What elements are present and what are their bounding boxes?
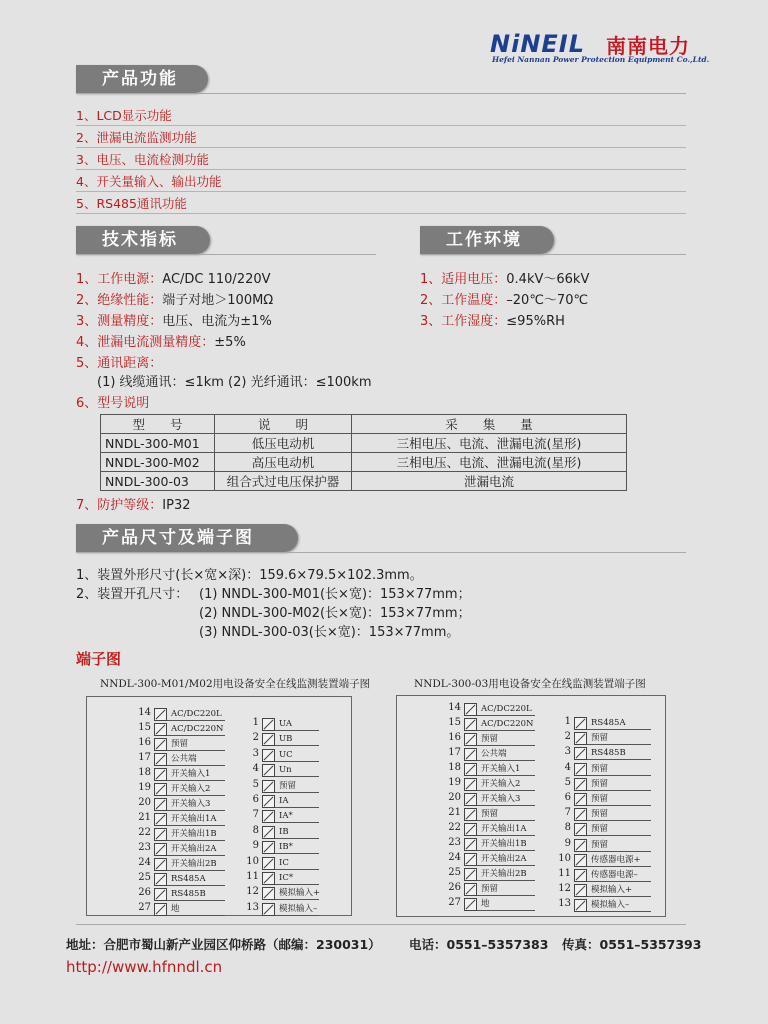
terminal-row bbox=[553, 883, 657, 898]
terminal-row bbox=[241, 748, 325, 763]
terminal-screw-icon bbox=[574, 808, 587, 821]
section-divider bbox=[76, 552, 686, 553]
terminal-number: 15 bbox=[448, 717, 461, 728]
terminal-label: AC/DC220N bbox=[167, 723, 225, 736]
terminal-screw-icon bbox=[574, 778, 587, 791]
terminal-screw-icon bbox=[154, 753, 167, 766]
terminal-row bbox=[443, 882, 541, 897]
footer-url[interactable]: http://www.hfnndl.cn bbox=[66, 958, 223, 976]
terminal-number: 24 bbox=[138, 857, 151, 868]
terminal-screw-icon bbox=[464, 748, 477, 761]
protection-label: 7、防护等级： bbox=[76, 498, 163, 513]
terminal-label: RS485B bbox=[587, 747, 651, 760]
terminal-number: 12 bbox=[558, 883, 571, 895]
table-row bbox=[101, 453, 627, 472]
terminal-row bbox=[443, 777, 541, 792]
terminal-label: 开关输入2 bbox=[167, 783, 225, 796]
terminal-row bbox=[133, 737, 231, 752]
spec-value: ≤95%RH bbox=[506, 314, 565, 329]
terminal-row bbox=[443, 852, 541, 867]
table-cell: 泄漏电流 bbox=[352, 472, 627, 491]
terminal-number: 9 bbox=[564, 837, 571, 849]
spec-item bbox=[76, 331, 246, 350]
terminal-row bbox=[133, 707, 231, 722]
terminal-screw-icon bbox=[574, 854, 587, 867]
terminal-label: IA bbox=[275, 795, 319, 808]
terminal-row bbox=[553, 898, 657, 913]
terminal-number: 9 bbox=[252, 840, 259, 852]
terminal-label: IA* bbox=[275, 810, 319, 823]
terminal-number: 6 bbox=[564, 792, 571, 803]
terminal-screw-icon bbox=[154, 858, 167, 871]
terminal-label: 开关输入2 bbox=[477, 778, 535, 791]
spec-label: 1、适用电压： bbox=[420, 272, 507, 287]
spec-value: –20℃～70℃ bbox=[506, 293, 589, 308]
terminal-label: 公共端 bbox=[167, 753, 225, 766]
terminal-number: 17 bbox=[138, 752, 151, 763]
table-header: 型 号 bbox=[101, 415, 215, 434]
terminal-screw-icon bbox=[262, 795, 275, 808]
terminal-row bbox=[553, 716, 657, 731]
terminal-number: 11 bbox=[246, 871, 259, 882]
terminal-row bbox=[443, 837, 541, 852]
terminal-screw-icon bbox=[154, 903, 167, 916]
terminal-number: 22 bbox=[448, 822, 461, 833]
function-item: 4、开关量输入、输出功能 bbox=[76, 174, 222, 189]
terminal-label: 预留 bbox=[477, 808, 535, 821]
terminal-label: IB bbox=[275, 826, 319, 839]
terminal-label: 地 bbox=[477, 898, 535, 911]
terminal-label: RS485A bbox=[167, 873, 225, 886]
terminal-label: 开关输入1 bbox=[167, 768, 225, 781]
terminal-number: 24 bbox=[448, 852, 461, 863]
section-title-functions: 产品功能 bbox=[76, 65, 208, 93]
terminal-number: 1 bbox=[252, 717, 259, 728]
section-divider bbox=[76, 254, 376, 255]
terminal-screw-icon bbox=[154, 708, 167, 721]
terminal-row bbox=[133, 752, 231, 767]
terminal-screw-icon bbox=[464, 838, 477, 851]
terminal-number: 10 bbox=[558, 852, 571, 864]
terminal-screw-icon bbox=[154, 813, 167, 826]
table-cell: NNDL-300-03 bbox=[101, 472, 215, 491]
spec-label: 4、泄漏电流测量精度： bbox=[76, 335, 215, 350]
terminal-row bbox=[553, 731, 657, 746]
terminal-number: 4 bbox=[252, 763, 259, 775]
terminal-label: 预留 bbox=[587, 808, 651, 821]
terminal-label: 模拟输入+ bbox=[275, 887, 319, 900]
terminal-number: 19 bbox=[138, 782, 151, 793]
terminal-number: 7 bbox=[252, 809, 259, 821]
terminal-label: 开关输出1A bbox=[167, 813, 225, 826]
terminal-label: 模拟输入– bbox=[587, 899, 651, 912]
terminal-label: 预留 bbox=[587, 823, 651, 836]
terminal-label: AC/DC220L bbox=[167, 708, 225, 721]
terminal-number: 23 bbox=[448, 837, 461, 848]
terminal-number: 19 bbox=[448, 777, 461, 788]
spec-label: 3、测量精度： bbox=[76, 314, 163, 329]
terminal-row bbox=[443, 702, 541, 717]
terminal-screw-icon bbox=[262, 903, 275, 916]
terminal-screw-icon bbox=[574, 884, 587, 897]
table-header: 说 明 bbox=[215, 415, 352, 434]
terminal-row bbox=[443, 897, 541, 912]
terminal-row bbox=[133, 902, 231, 917]
spec-value: 电压、电流为±1% bbox=[162, 314, 272, 329]
terminal-row bbox=[443, 822, 541, 837]
terminal-number: 22 bbox=[138, 827, 151, 838]
terminal-number: 12 bbox=[246, 886, 259, 898]
terminal-screw-icon bbox=[464, 778, 477, 791]
terminal-row bbox=[133, 827, 231, 842]
dimension-line-2-label: 2、装置开孔尺寸： bbox=[76, 587, 189, 602]
diagram-2-title: NNDL-300-03用电设备安全在线监测装置端子图 bbox=[414, 678, 646, 690]
function-item-divider bbox=[76, 169, 686, 170]
terminal-number: 26 bbox=[138, 887, 151, 898]
terminal-number: 25 bbox=[448, 867, 461, 878]
terminal-screw-icon bbox=[464, 883, 477, 896]
terminal-row bbox=[553, 822, 657, 837]
terminal-row bbox=[241, 825, 325, 840]
terminal-screw-icon bbox=[154, 738, 167, 751]
table-row bbox=[101, 472, 627, 491]
spec-item bbox=[76, 289, 273, 308]
terminal-number: 5 bbox=[252, 778, 259, 790]
terminal-screw-icon bbox=[262, 749, 275, 762]
terminal-label: Un bbox=[275, 764, 319, 777]
terminal-screw-icon bbox=[154, 783, 167, 796]
table-cell: 组合式过电压保护器 bbox=[215, 472, 352, 491]
terminal-row bbox=[553, 853, 657, 868]
table-cell: 高压电动机 bbox=[215, 453, 352, 472]
terminal-number: 1 bbox=[564, 716, 571, 727]
terminal-number: 3 bbox=[564, 746, 571, 758]
terminal-row bbox=[133, 782, 231, 797]
terminal-screw-icon bbox=[154, 888, 167, 901]
terminal-number: 17 bbox=[448, 747, 461, 758]
section-divider bbox=[420, 254, 686, 255]
terminal-label: 传感器电源– bbox=[587, 869, 651, 882]
terminal-row bbox=[133, 872, 231, 887]
terminal-row bbox=[553, 838, 657, 853]
spec-item bbox=[420, 310, 565, 329]
terminal-screw-icon bbox=[262, 780, 275, 793]
terminal-label: 地 bbox=[167, 903, 225, 916]
terminal-screw-icon bbox=[262, 887, 275, 900]
terminal-label: 开关输出2B bbox=[167, 858, 225, 871]
terminal-label: 开关输出2B bbox=[477, 868, 535, 881]
terminal-number: 13 bbox=[246, 901, 259, 913]
function-item-divider bbox=[76, 147, 686, 148]
terminal-row bbox=[241, 856, 325, 871]
terminal-number: 21 bbox=[448, 807, 461, 818]
terminal-row bbox=[241, 779, 325, 794]
terminal-screw-icon bbox=[574, 732, 587, 745]
terminal-label: 开关输出2A bbox=[167, 843, 225, 856]
terminal-number: 14 bbox=[448, 702, 461, 713]
table-header-row bbox=[101, 415, 627, 434]
terminal-label: 模拟输入+ bbox=[587, 884, 651, 897]
terminal-row bbox=[241, 763, 325, 778]
terminal-label: 预留 bbox=[167, 738, 225, 751]
terminal-number: 5 bbox=[564, 776, 571, 788]
spec-item bbox=[420, 268, 589, 287]
terminal-label: AC/DC220L bbox=[477, 703, 535, 716]
terminal-number: 4 bbox=[564, 761, 571, 773]
footer-divider bbox=[76, 924, 686, 925]
terminal-row bbox=[553, 762, 657, 777]
section-title-environment: 工作环境 bbox=[420, 226, 554, 254]
dimension-item: (2) NNDL-300-M02(长×宽)：153×77mm； bbox=[199, 606, 471, 621]
terminal-number: 26 bbox=[448, 882, 461, 893]
terminal-row bbox=[133, 812, 231, 827]
terminal-screw-icon bbox=[574, 899, 587, 912]
terminal-label: 预留 bbox=[587, 793, 651, 806]
terminal-screw-icon bbox=[464, 898, 477, 911]
terminal-screw-icon bbox=[574, 717, 587, 730]
terminal-number: 15 bbox=[138, 722, 151, 733]
brand-name-en: Hefei Nannan Power Protection Equipment Co.,Ltd. bbox=[492, 55, 710, 64]
terminal-number: 6 bbox=[252, 794, 259, 805]
terminal-screw-icon bbox=[574, 747, 587, 760]
terminal-screw-icon bbox=[262, 718, 275, 731]
terminal-row bbox=[553, 807, 657, 822]
terminal-number: 2 bbox=[252, 732, 259, 744]
spec-value: ±5% bbox=[214, 335, 246, 350]
terminal-number: 14 bbox=[138, 707, 151, 718]
terminal-screw-icon bbox=[464, 793, 477, 806]
terminal-row bbox=[443, 762, 541, 777]
terminal-row bbox=[241, 732, 325, 747]
terminal-label: 预留 bbox=[275, 780, 319, 793]
terminal-screw-icon bbox=[262, 841, 275, 854]
terminal-row bbox=[241, 886, 325, 901]
terminal-label: IC bbox=[275, 857, 319, 870]
terminal-row bbox=[443, 792, 541, 807]
dimension-item: (3) NNDL-300-03(长×宽)：153×77mm。 bbox=[199, 625, 460, 640]
dimension-line-1: 1、装置外形尺寸(长×宽×深)：159.6×79.5×102.3mm。 bbox=[76, 568, 423, 583]
dimension-item: (1) NNDL-300-M01(长×宽)：153×77mm； bbox=[199, 587, 471, 602]
terminal-screw-icon bbox=[464, 718, 477, 731]
terminal-screw-icon bbox=[464, 823, 477, 836]
terminal-screw-icon bbox=[574, 869, 587, 882]
terminal-screw-icon bbox=[464, 853, 477, 866]
spec-value: 端子对地＞100MΩ bbox=[162, 293, 274, 308]
terminal-number: 18 bbox=[138, 767, 151, 778]
terminal-screw-icon bbox=[262, 826, 275, 839]
table-cell: 低压电动机 bbox=[215, 434, 352, 453]
terminal-row bbox=[241, 794, 325, 809]
table-row bbox=[101, 434, 627, 453]
table-cell: 三相电压、电流、泄漏电流(星形) bbox=[352, 434, 627, 453]
terminal-number: 16 bbox=[138, 737, 151, 748]
terminal-row bbox=[133, 797, 231, 812]
function-item: 3、电压、电流检测功能 bbox=[76, 152, 209, 167]
terminal-screw-icon bbox=[464, 868, 477, 881]
terminal-label: RS485A bbox=[587, 717, 651, 730]
terminal-number: 10 bbox=[246, 855, 259, 867]
terminal-label: 模拟输入– bbox=[275, 903, 319, 916]
terminal-screw-icon bbox=[464, 703, 477, 716]
terminal-screw-icon bbox=[464, 733, 477, 746]
terminal-number: 7 bbox=[564, 807, 571, 819]
terminal-label: 开关输出1A bbox=[477, 823, 535, 836]
terminal-row bbox=[443, 867, 541, 882]
terminal-row bbox=[241, 902, 325, 917]
table-header: 采 集 量 bbox=[352, 415, 627, 434]
terminal-number: 16 bbox=[448, 732, 461, 743]
terminal-row bbox=[241, 871, 325, 886]
terminal-screw-icon bbox=[262, 764, 275, 777]
distance-line: (1) 线缆通讯：≤1km (2) 光纤通讯：≤100km bbox=[97, 375, 372, 390]
function-item-divider bbox=[76, 213, 686, 214]
spec-label: 2、工作温度： bbox=[420, 293, 507, 308]
terminal-row bbox=[443, 732, 541, 747]
terminal-screw-icon bbox=[154, 828, 167, 841]
terminal-screw-icon bbox=[154, 768, 167, 781]
spec-item bbox=[76, 352, 162, 371]
terminal-row bbox=[553, 792, 657, 807]
terminal-row bbox=[553, 777, 657, 792]
terminal-screw-icon bbox=[154, 798, 167, 811]
terminal-screw-icon bbox=[574, 823, 587, 836]
terminal-screw-icon bbox=[262, 810, 275, 823]
terminal-label: RS485B bbox=[167, 888, 225, 901]
terminal-number: 11 bbox=[558, 868, 571, 879]
terminal-screw-icon bbox=[464, 763, 477, 776]
terminal-label: IC* bbox=[275, 872, 319, 885]
brand-name-cn: 南南电力 bbox=[606, 34, 690, 58]
brand-logo: NiNEIL bbox=[490, 30, 586, 58]
terminal-number: 21 bbox=[138, 812, 151, 823]
spec-label: 3、工作湿度： bbox=[420, 314, 507, 329]
terminal-label: 开关输入3 bbox=[167, 798, 225, 811]
terminal-number: 8 bbox=[564, 822, 571, 834]
function-item: 2、泄漏电流监测功能 bbox=[76, 130, 197, 145]
function-item-divider bbox=[76, 125, 686, 126]
section-title-specs: 技术指标 bbox=[76, 226, 210, 254]
terminal-row bbox=[443, 717, 541, 732]
terminal-number: 27 bbox=[448, 897, 461, 908]
terminal-row bbox=[241, 717, 325, 732]
spec-value: 0.4kV～66kV bbox=[506, 272, 590, 287]
terminal-label: 开关输入1 bbox=[477, 763, 535, 776]
terminal-screw-icon bbox=[262, 733, 275, 746]
terminal-number: 18 bbox=[448, 762, 461, 773]
terminal-screw-icon bbox=[574, 763, 587, 776]
terminal-number: 13 bbox=[558, 898, 571, 910]
spec-label: 2、绝缘性能： bbox=[76, 293, 163, 308]
spec-value: AC/DC 110/220V bbox=[162, 272, 271, 287]
spec-label: 1、工作电源： bbox=[76, 272, 163, 287]
terminal-number: 20 bbox=[138, 797, 151, 808]
terminal-row bbox=[241, 809, 325, 824]
terminal-number: 25 bbox=[138, 872, 151, 883]
table-cell: 三相电压、电流、泄漏电流(星形) bbox=[352, 453, 627, 472]
terminal-label: 预留 bbox=[477, 733, 535, 746]
terminal-screw-icon bbox=[574, 839, 587, 852]
protection-line bbox=[76, 494, 191, 513]
table-cell: NNDL-300-M01 bbox=[101, 434, 215, 453]
terminal-screw-icon bbox=[262, 872, 275, 885]
terminal-row bbox=[133, 842, 231, 857]
terminal-number: 23 bbox=[138, 842, 151, 853]
spec-item bbox=[76, 268, 271, 287]
footer-phone: 电话：0551–5357383 bbox=[409, 937, 549, 952]
terminal-number: 2 bbox=[564, 731, 571, 743]
terminal-row bbox=[443, 747, 541, 762]
terminal-row bbox=[133, 767, 231, 782]
terminal-screw-icon bbox=[574, 793, 587, 806]
section-title-dimensions: 产品尺寸及端子图 bbox=[76, 524, 298, 552]
terminal-label: 预留 bbox=[587, 732, 651, 745]
terminal-row bbox=[241, 840, 325, 855]
terminal-diagram-1 bbox=[86, 696, 352, 916]
terminal-label: AC/DC220N bbox=[477, 718, 535, 731]
terminal-row bbox=[133, 857, 231, 872]
model-title: 6、型号说明 bbox=[76, 396, 150, 411]
terminal-row bbox=[553, 868, 657, 883]
protection-value: IP32 bbox=[162, 498, 191, 513]
model-table bbox=[100, 414, 627, 491]
terminal-row bbox=[553, 746, 657, 761]
terminal-number: 8 bbox=[252, 824, 259, 836]
table-cell: NNDL-300-M02 bbox=[101, 453, 215, 472]
terminal-label: 开关输出1B bbox=[477, 838, 535, 851]
terminal-label: 预留 bbox=[587, 839, 651, 852]
function-item-divider bbox=[76, 191, 686, 192]
terminal-title: 端子图 bbox=[76, 650, 122, 668]
terminal-label: 传感器电源+ bbox=[587, 854, 651, 867]
terminal-label: 公共端 bbox=[477, 748, 535, 761]
terminal-screw-icon bbox=[154, 873, 167, 886]
terminal-screw-icon bbox=[262, 857, 275, 870]
function-item: 1、LCD显示功能 bbox=[76, 108, 172, 123]
spec-item bbox=[76, 310, 272, 329]
terminal-number: 27 bbox=[138, 902, 151, 913]
terminal-label: IB* bbox=[275, 841, 319, 854]
terminal-number: 20 bbox=[448, 792, 461, 803]
section-divider bbox=[76, 93, 686, 94]
terminal-row bbox=[133, 887, 231, 902]
terminal-label: 预留 bbox=[477, 883, 535, 896]
terminal-label: 开关输出1B bbox=[167, 828, 225, 841]
footer-fax: 传真：0551–5357393 bbox=[562, 937, 702, 952]
terminal-label: 开关输出2A bbox=[477, 853, 535, 866]
footer-address: 地址：合肥市蜀山新产业园区仰桥路（邮编：230031） bbox=[66, 937, 381, 952]
diagram-1-title: NNDL-300-M01/M02用电设备安全在线监测装置端子图 bbox=[100, 678, 371, 690]
terminal-screw-icon bbox=[464, 808, 477, 821]
terminal-row bbox=[133, 722, 231, 737]
terminal-label: 开关输入3 bbox=[477, 793, 535, 806]
terminal-label: UC bbox=[275, 749, 319, 762]
spec-label: 5、通讯距离： bbox=[76, 356, 163, 371]
terminal-label: 预留 bbox=[587, 778, 651, 791]
terminal-label: UA bbox=[275, 718, 319, 731]
spec-item bbox=[420, 289, 588, 308]
terminal-number: 3 bbox=[252, 747, 259, 759]
terminal-label: 预留 bbox=[587, 763, 651, 776]
terminal-row bbox=[443, 807, 541, 822]
terminal-screw-icon bbox=[154, 843, 167, 856]
function-item: 5、RS485通讯功能 bbox=[76, 196, 187, 211]
terminal-diagram-2 bbox=[396, 695, 666, 917]
terminal-label: UB bbox=[275, 733, 319, 746]
terminal-screw-icon bbox=[154, 723, 167, 736]
